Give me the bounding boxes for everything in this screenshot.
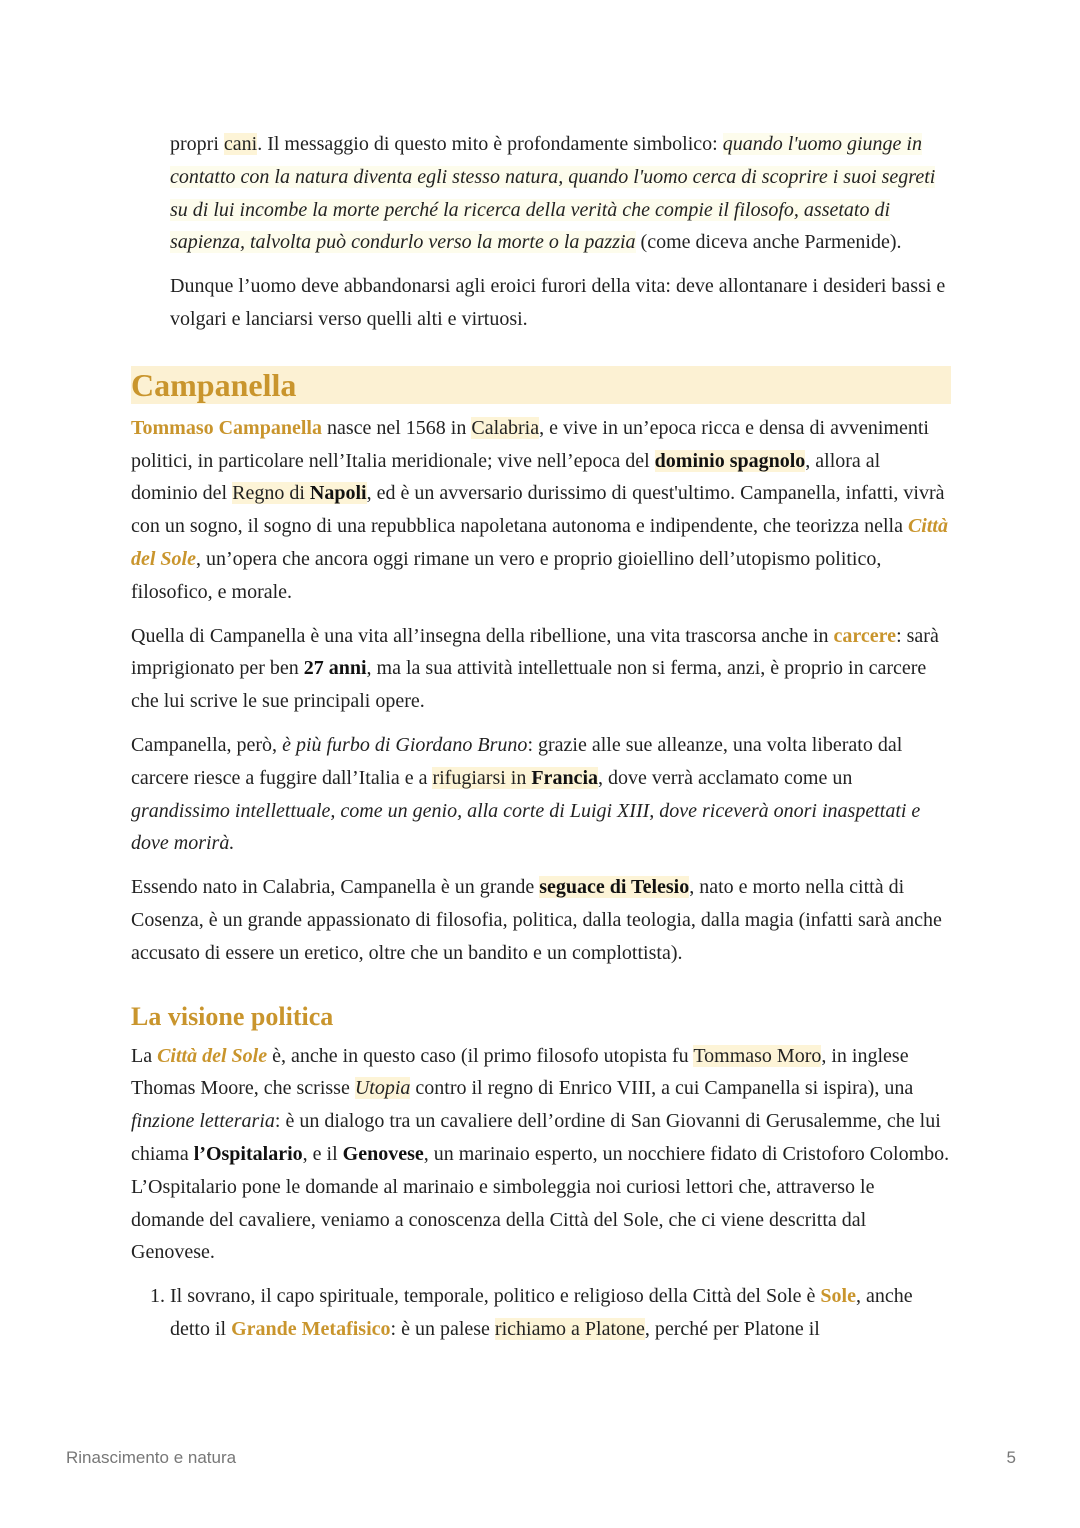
text: contro il regno di Enrico VIII, a cui Campanella si ispira), una	[410, 1077, 914, 1100]
text: , dove verrà acclamato come un	[598, 766, 853, 789]
italic-furbo: è più furbo di Giordano Bruno	[282, 733, 528, 756]
list-item	[170, 1280, 951, 1346]
highlight-dominio-spagnolo: dominio spagnolo	[654, 449, 806, 472]
text: , in inglese Thomas Moore, che scrisse	[131, 1044, 909, 1100]
bold-napoli: Napoli	[309, 482, 367, 505]
text: Quella di Campanella è una vita all’insegna della ribellione, una vita trascorsa anche in	[131, 624, 834, 647]
bold-27-anni: 27 anni	[303, 657, 367, 680]
term-carcere: carcere	[833, 624, 897, 647]
heading-campanella: Campanella	[131, 366, 951, 404]
numbered-list	[131, 1280, 951, 1346]
highlight-regno-napoli	[232, 482, 366, 504]
paragraph-citta-del-sole	[131, 1040, 951, 1270]
title-citta-del-sole: Città del Sole	[157, 1044, 268, 1067]
text: Essendo nato in Calabria, Campanella è un grande	[131, 876, 540, 899]
italic-finzione-letteraria: finzione letteraria	[131, 1110, 275, 1133]
paragraph-ribellione	[131, 620, 951, 718]
title-citta-del-sole: Città del Sole	[131, 515, 948, 570]
text: , un marinaio esperto, un nocchiere fidato di Cristoforo Colombo. L’Ospitalario pone le domande al marinaio e simboleggia noi curiosi lettori che, attraverso le domande del cavaliere, veniamo a conoscenza della Città del Sole, che ci viene descritta dal Genovese.	[131, 1142, 950, 1264]
text: , un’opera che ancora oggi rimane un vero e proprio gioiellino dell’utopismo politico, filosofico, e morale.	[131, 547, 882, 603]
highlight-rifugiarsi-francia	[432, 767, 598, 789]
text: Regno di	[232, 482, 310, 505]
text: , allora al dominio del	[131, 449, 881, 505]
text: , ma la sua attività intellettuale non si ferma, anzi, è proprio in carcere che lui scrive le sue principali opere.	[131, 657, 927, 713]
text: , anche detto il	[170, 1285, 913, 1340]
text: . Il messaggio di questo mito è profondamente simbolico:	[257, 133, 723, 155]
highlight-cani: cani	[223, 133, 258, 155]
text: Campanella, però,	[131, 733, 283, 756]
text: : è un palese	[390, 1317, 495, 1340]
text: nasce nel 1568 in	[321, 416, 472, 439]
text: è, anche in questo caso (il primo filosofo utopista fu	[267, 1044, 694, 1067]
text: : sarà imprigionato per ben	[131, 624, 939, 680]
page-number: 5	[1006, 1448, 1016, 1467]
heading-visione-politica: La visione politica	[131, 1001, 334, 1031]
bold-genovese: Genovese	[342, 1142, 424, 1165]
text: : grazie alle sue alleanze, una volta liberato dal carcere riesce a fuggire dall’Italia e a	[131, 733, 903, 789]
paragraph-francia	[131, 729, 951, 860]
text: La	[131, 1044, 158, 1067]
text: propri	[170, 133, 224, 155]
text: Il sovrano, il capo spirituale, temporale, politico e religioso della Città del Sole è	[170, 1285, 821, 1308]
paragraph-myth-message	[131, 128, 951, 259]
text: , e vive in un’epoca ricca e densa di avvenimenti politici, in particolare nell’Italia meridionale; vive nell’epoca del	[131, 416, 929, 472]
page-content	[131, 128, 951, 1346]
text: rifugiarsi in	[432, 766, 532, 789]
paragraph-telesio	[131, 871, 951, 969]
text: , perché per Platone il	[644, 1317, 820, 1340]
paragraph-campanella-bio	[131, 412, 951, 609]
text: (come diceva anche Parmenide).	[635, 231, 902, 254]
italic-grandissimo: grandissimo intellettuale, come un genio, alla corte di Luigi XIII, dove riceverà onori inaspettati e dove morirà.	[131, 799, 921, 855]
highlight-richiamo-platone: richiamo a Platone	[494, 1317, 645, 1340]
text: , nato e morto nella città di Cosenza, è un grande appassionato di filosofia, politica, dalla teologia, dalla magia (infatti sarà anche accusato di essere un eretico, oltre che un bandito e un complottista).	[131, 876, 942, 964]
text: , e il	[302, 1142, 343, 1165]
bold-francia: Francia	[531, 766, 598, 789]
term-grande-metafisico: Grande Metafisico	[231, 1317, 391, 1340]
italic-highlight-quote: quando l'uomo giunge in contatto con la natura diventa egli stesso natura, quando l'uomo cerca di scoprire i suoi segreti su di lui incombe la morte perché la ricerca della verità che compie il filosofo, assetato di sapienza, talvolta può condurlo verso la morte o la pazzia	[170, 133, 936, 254]
text: , ed è un avversario durissimo di quest'ultimo. Campanella, infatti, vivrà con un sogno, il sogno di una repubblica napoletana autonoma e indipendente, che teorizza nella	[131, 482, 945, 538]
bold-ospitalario: l’Ospitalario	[193, 1142, 303, 1165]
highlight-utopia: Utopia	[354, 1077, 411, 1100]
text: : è un dialogo tra un cavaliere dell’ordine di San Giovanni di Gerusalemme, che lui chiama	[131, 1110, 941, 1165]
footer-title: Rinascimento e natura	[66, 1448, 237, 1467]
name-tommaso-campanella: Tommaso Campanella	[131, 416, 322, 439]
term-sole: Sole	[820, 1285, 856, 1308]
highlight-seguace-telesio: seguace di Telesio	[539, 876, 690, 899]
highlight-calabria: Calabria	[471, 416, 540, 439]
highlight-tommaso-moro: Tommaso Moro	[693, 1044, 822, 1067]
paragraph-eroici-furori: Dunque l’uomo deve abbandonarsi agli eroici furori della vita: deve allontanare i desideri bassi e volgari e lanciarsi verso quelli alti e virtuosi.	[170, 275, 946, 330]
